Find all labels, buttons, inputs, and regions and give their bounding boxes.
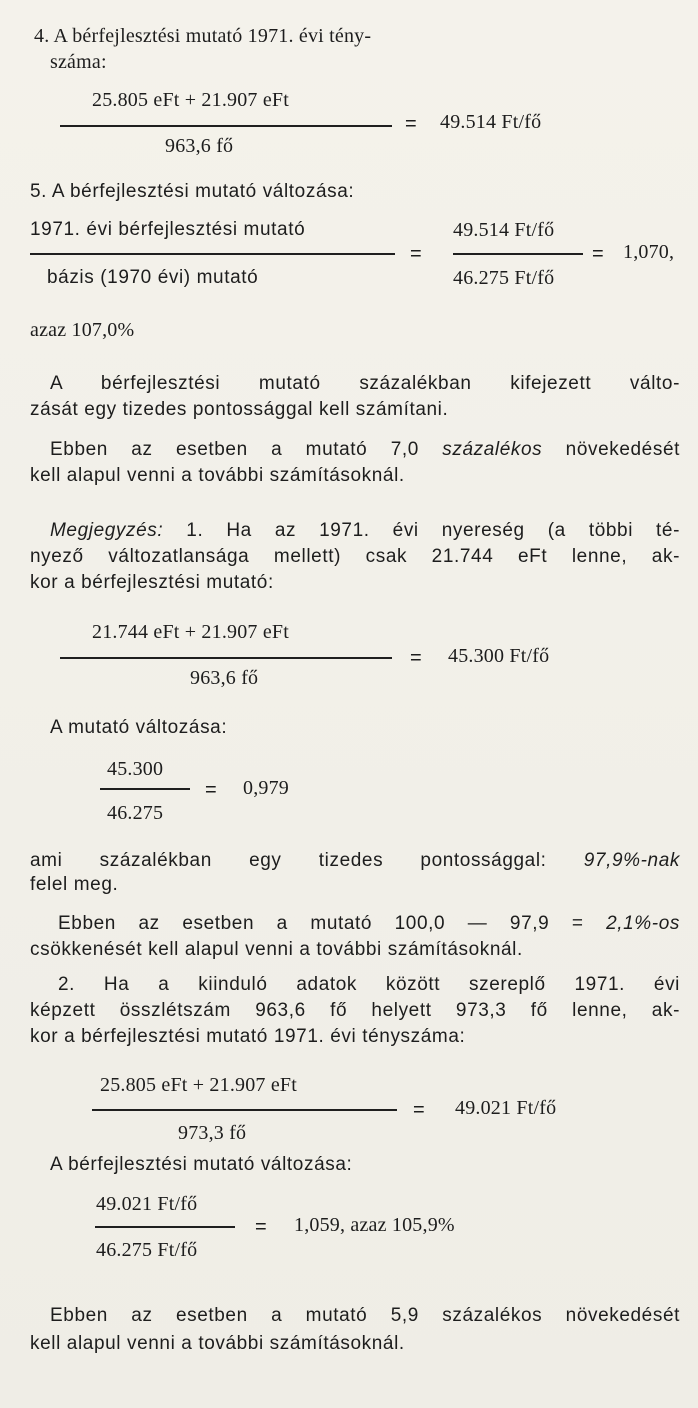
- section5-equals-2: =: [592, 243, 604, 265]
- note2-change-denominator: 46.275 Ft/fő: [96, 1239, 198, 1261]
- section5-right-fraction-bar: [453, 253, 583, 255]
- note1-change-result: 0,979: [243, 777, 289, 799]
- note2-change-fraction-bar: [95, 1226, 235, 1228]
- final-line1: Ebben az esetben a mutató 5,9 százalékos növekedését: [50, 1305, 680, 1326]
- note2-equals: =: [413, 1099, 425, 1121]
- note1-change-denominator: 46.275: [107, 802, 164, 824]
- note1-change-heading: A mutató változása:: [50, 717, 228, 738]
- section4-fraction-bar: [60, 125, 392, 127]
- section5-right-numerator: 49.514 Ft/fő: [453, 219, 555, 241]
- note2-change-heading: A bérfejlesztési mutató változása:: [50, 1154, 353, 1175]
- note2-fraction-bar: [92, 1109, 397, 1111]
- para1-line1: A bérfejlesztési mutató százalékban kifejezett válto-: [50, 373, 680, 394]
- para2-line2: kell alapul venni a további számításoknál.: [30, 465, 405, 486]
- note2-line2: képzett összlétszám 963,6 fő helyett 973,3 fő lenne, ak-: [30, 1000, 680, 1021]
- note2-change-equals: =: [255, 1216, 267, 1238]
- note1-dec-line2: csökkenését kell alapul venni a további számításoknál.: [30, 939, 523, 960]
- section4-heading-line2: száma:: [50, 51, 107, 73]
- note2-numerator: 25.805 eFt + 21.907 eFt: [100, 1074, 297, 1096]
- note2-result: 49.021 Ft/fő: [455, 1097, 557, 1119]
- section5-equals-1: =: [410, 243, 422, 265]
- azaz-line: azaz 107,0%: [30, 319, 135, 341]
- section4-result: 49.514 Ft/fő: [440, 111, 542, 133]
- note1-pct-line2: felel meg.: [30, 874, 119, 895]
- section5-right-denominator: 46.275 Ft/fő: [453, 267, 555, 289]
- section4-numerator: 25.805 eFt + 21.907 eFt: [92, 89, 289, 111]
- note1-line2: nyező változatlansága mellett) csak 21.744 eFt lenne, ak-: [30, 546, 680, 567]
- note1-denominator: 963,6 fő: [190, 667, 259, 689]
- note1-change-numerator: 45.300: [107, 758, 164, 780]
- note1-equals: =: [410, 647, 422, 669]
- para1-line2: zását egy tizedes pontossággal kell számítani.: [30, 399, 449, 420]
- note1-fraction-bar: [60, 657, 392, 659]
- note1-dec-line1: Ebben az esetben a mutató 100,0 — 97,9 = 2,1%-os: [58, 913, 680, 934]
- note1-pct-line1: ami százalékban egy tizedes pontossággal: 97,9%-nak: [30, 850, 680, 871]
- section4-equals: =: [405, 113, 417, 135]
- final-line2: kell alapul venni a további számításoknál.: [30, 1333, 405, 1354]
- note2-line1: 2. Ha a kiinduló adatok között szereplő 1971. évi: [58, 974, 680, 995]
- section5-left-denominator: bázis (1970 évi) mutató: [47, 267, 259, 288]
- section5-result: 1,070,: [623, 241, 675, 263]
- note1-line3: kor a bérfejlesztési mutató:: [30, 572, 274, 593]
- section5-left-fraction-bar: [30, 253, 395, 255]
- note2-change-numerator: 49.021 Ft/fő: [96, 1193, 198, 1215]
- note-label: Megjegyzés:: [50, 520, 164, 541]
- note1-change-equals: =: [205, 779, 217, 801]
- para2-line1: Ebben az esetben a mutató 7,0 százalékos növekedését: [50, 439, 680, 460]
- note2-line3: kor a bérfejlesztési mutató 1971. évi tényszáma:: [30, 1026, 466, 1047]
- section4-heading-line1: 4. A bérfejlesztési mutató 1971. évi tény-: [34, 25, 372, 47]
- note1-change-fraction-bar: [100, 788, 190, 790]
- section5-left-numerator: 1971. évi bérfejlesztési mutató: [30, 219, 306, 240]
- note1-result: 45.300 Ft/fő: [448, 645, 550, 667]
- note1-line1: Megjegyzés: 1. Ha az 1971. évi nyereség (a többi té-: [50, 520, 680, 541]
- note2-change-result: 1,059, azaz 105,9%: [294, 1214, 455, 1236]
- note1-numerator: 21.744 eFt + 21.907 eFt: [92, 621, 289, 643]
- section5-heading: 5. A bérfejlesztési mutató változása:: [30, 181, 355, 202]
- note2-denominator: 973,3 fő: [178, 1122, 247, 1144]
- section4-denominator: 963,6 fő: [165, 135, 234, 157]
